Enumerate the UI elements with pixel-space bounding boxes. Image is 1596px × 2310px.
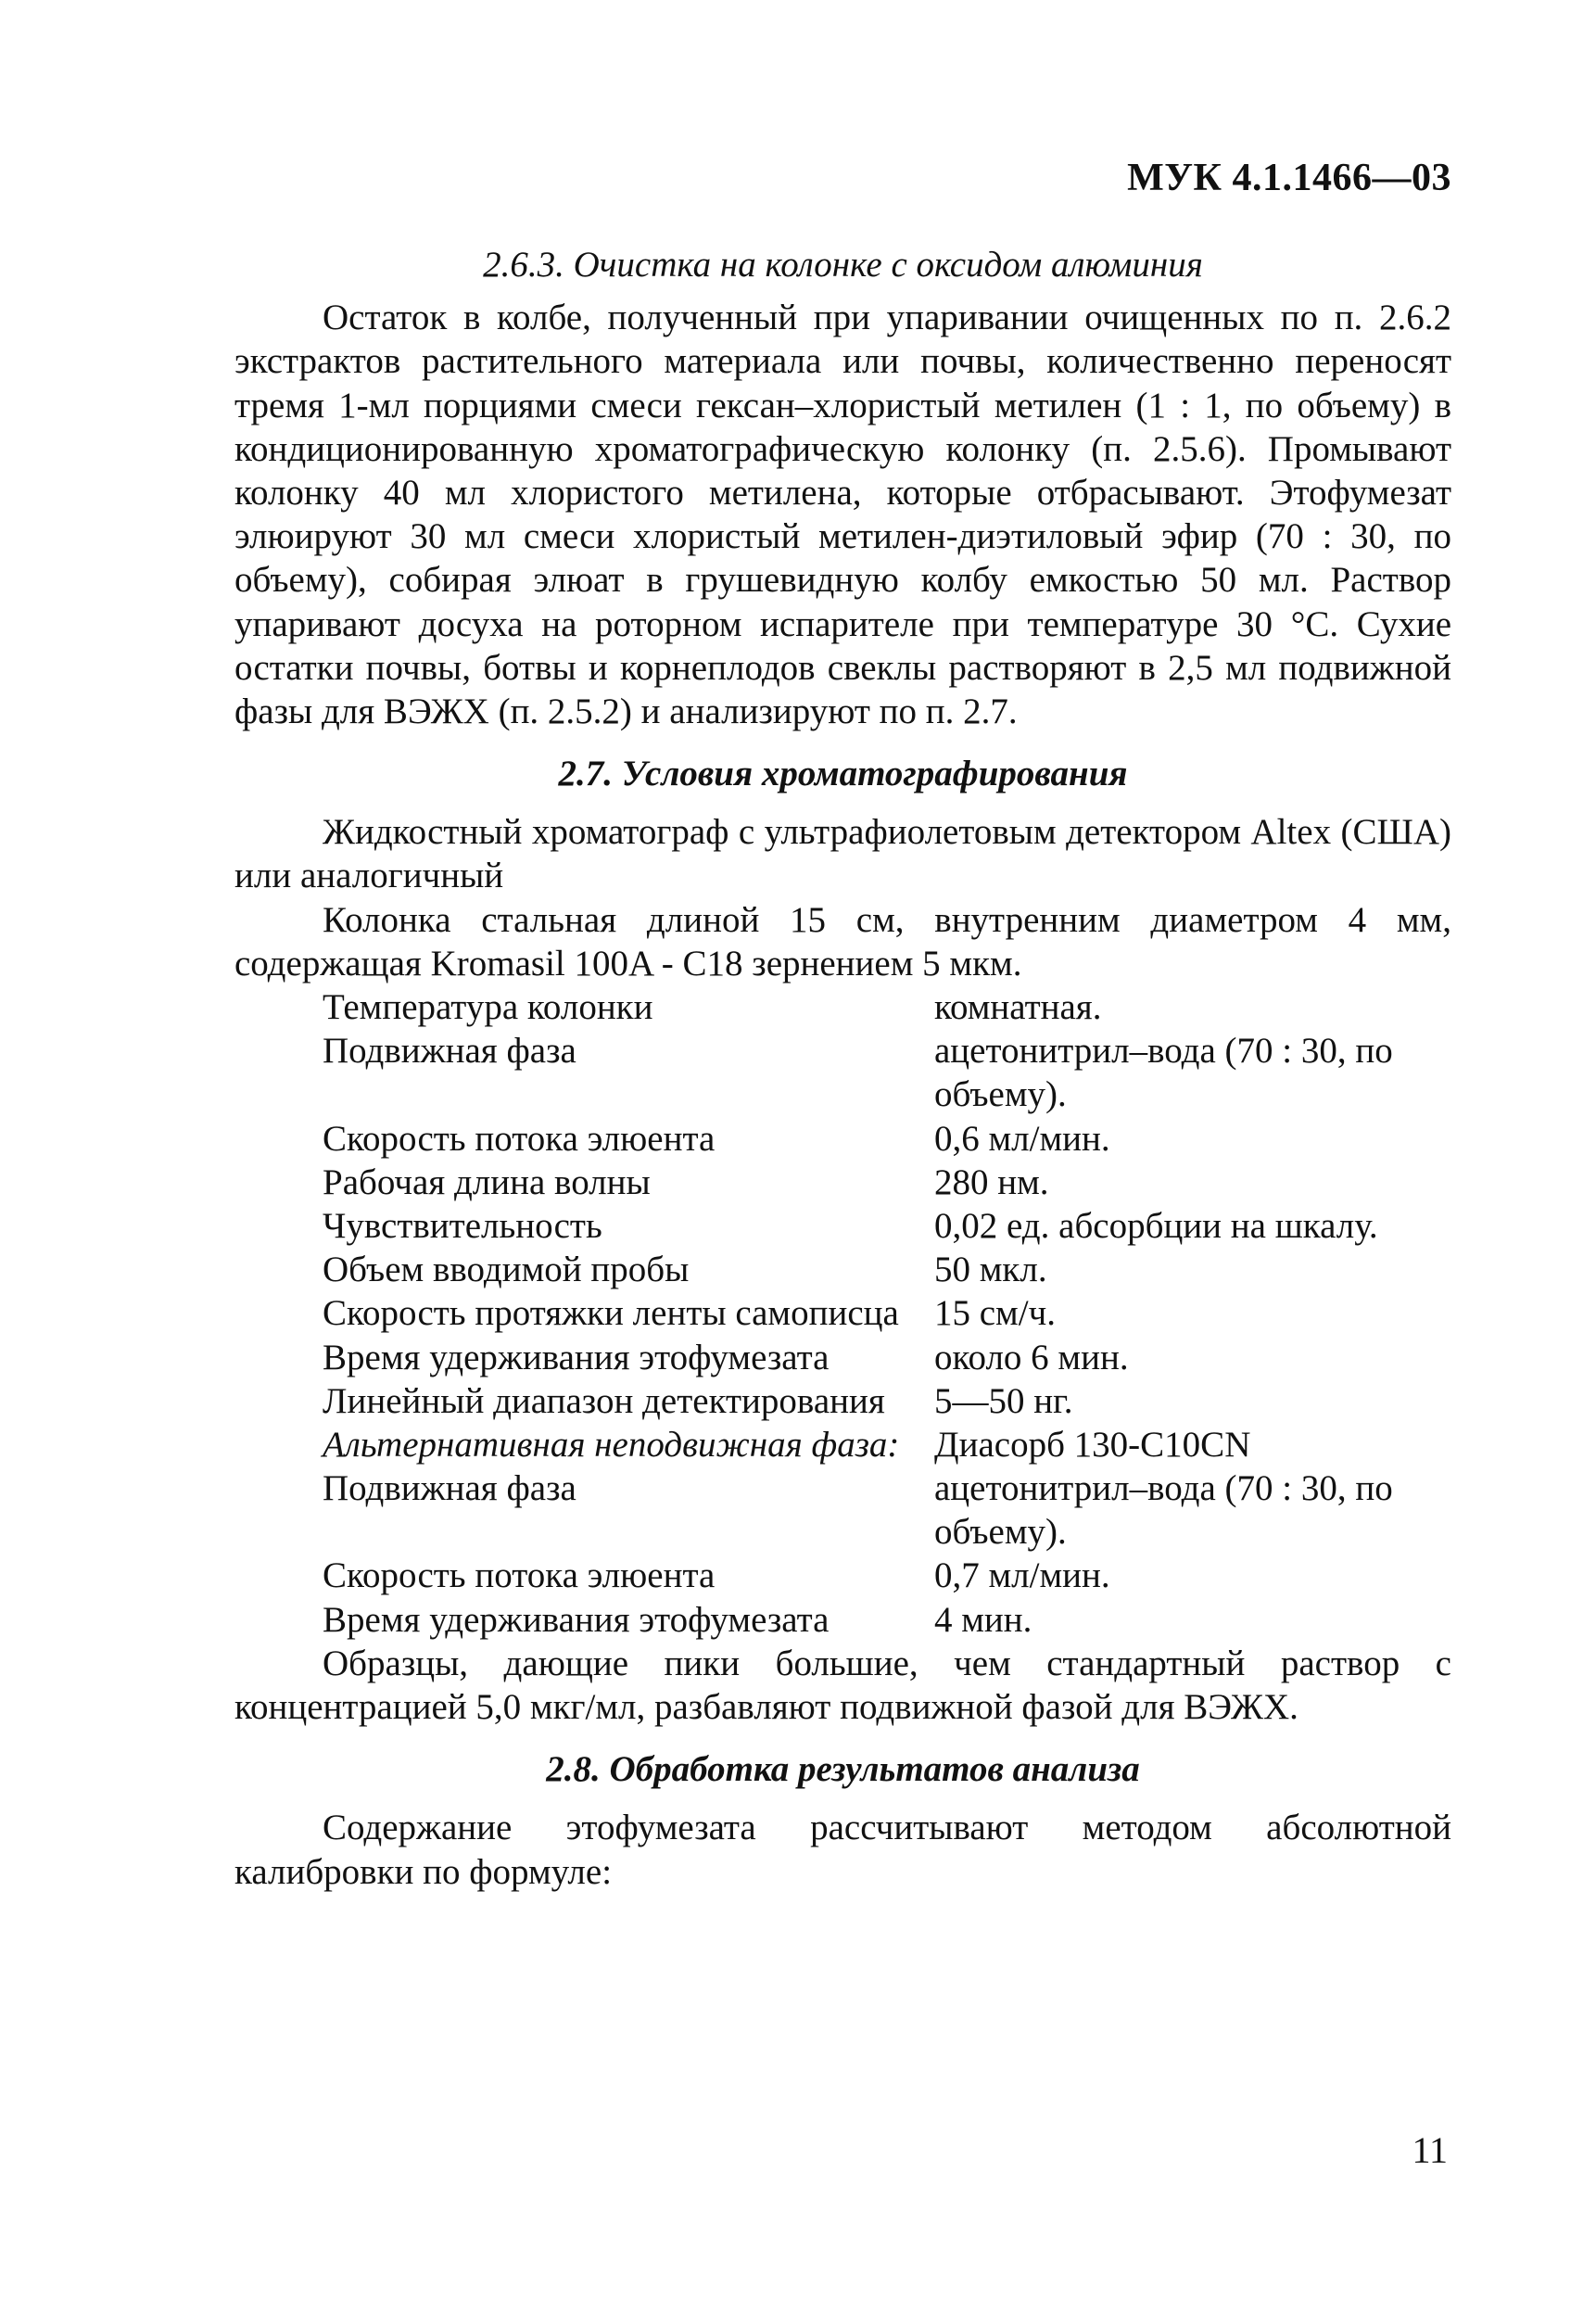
page-number: 11 bbox=[1412, 2129, 1448, 2171]
param-row bbox=[234, 1598, 1451, 1642]
param-row bbox=[234, 1466, 1451, 1554]
section-2-7-paragraph-dilution: Образцы, дающие пики большие, чем стандартный раствор с концентрацией 5,0 мкг/мл, разбавляют подвижной фазой для ВЭЖХ. bbox=[234, 1643, 1451, 1727]
section-2-6-3-title: 2.6.3. Очистка на колонке с оксидом алюминия bbox=[483, 245, 1203, 285]
param-value: Диасорб 130-C10CN bbox=[934, 1424, 1251, 1465]
param-label: Температура колонки bbox=[323, 987, 653, 1027]
param-value: ацетонитрил–вода (70 : 30, по объему). bbox=[934, 1031, 1393, 1115]
param-row bbox=[234, 1248, 1451, 1291]
param-label: Объем вводимой пробы bbox=[323, 1250, 690, 1290]
param-label: Чувствительность bbox=[323, 1205, 602, 1246]
param-value: 5—50 нг. bbox=[934, 1380, 1073, 1421]
param-value: 4 мин. bbox=[934, 1599, 1032, 1640]
param-row bbox=[234, 1423, 1451, 1466]
section-2-8-title: 2.8. Обработка результатов анализа bbox=[546, 1749, 1140, 1790]
param-row bbox=[234, 1291, 1451, 1335]
param-value: комнатная. bbox=[934, 987, 1102, 1027]
param-label: Скорость потока элюента bbox=[323, 1118, 716, 1159]
chromatography-params-table bbox=[234, 985, 1451, 1642]
section-2-8-paragraph: Содержание этофумезата рассчитывают методом абсолютной калибровки по формуле: bbox=[234, 1808, 1451, 1892]
param-value: 0,02 ед. абсорбции на шкалу. bbox=[934, 1205, 1378, 1246]
param-label: Подвижная фаза bbox=[323, 1031, 576, 1072]
param-row bbox=[234, 1336, 1451, 1379]
param-label: Рабочая длина волны bbox=[323, 1161, 651, 1202]
param-label: Линейный диапазон детектирования bbox=[323, 1380, 885, 1421]
param-row bbox=[234, 1554, 1451, 1597]
param-label: Подвижная фаза bbox=[323, 1468, 576, 1509]
param-row bbox=[234, 1204, 1451, 1248]
param-label: Скорость протяжки ленты самописца bbox=[323, 1293, 899, 1334]
param-value: 0,6 мл/мин. bbox=[934, 1118, 1110, 1159]
param-row bbox=[234, 1161, 1451, 1204]
param-label: Скорость потока элюента bbox=[323, 1555, 716, 1596]
param-value: 280 нм. bbox=[934, 1161, 1049, 1202]
section-2-7-paragraph-column: Колонка стальная длиной 15 см, внутренним диаметром 4 мм, содержащая Kromasil 100A - C18 зернением 5 мкм. bbox=[234, 899, 1451, 984]
param-value: 15 см/ч. bbox=[934, 1293, 1056, 1334]
param-value: 50 мкл. bbox=[934, 1250, 1047, 1290]
document-code-header: МУК 4.1.1466—03 bbox=[1127, 157, 1451, 199]
param-label: Время удерживания этофумезата bbox=[323, 1599, 830, 1640]
param-label: Время удерживания этофумезата bbox=[323, 1337, 830, 1377]
param-row bbox=[234, 985, 1451, 1029]
param-label: Альтернативная неподвижная фаза: bbox=[323, 1424, 900, 1465]
page-content bbox=[234, 243, 1451, 1894]
param-row bbox=[234, 1029, 1451, 1116]
section-2-7-paragraph-detector: Жидкостный хроматограф с ультрафиолетовым детектором Altex (США) или аналогичный bbox=[234, 812, 1451, 896]
param-row bbox=[234, 1117, 1451, 1161]
param-value: 0,7 мл/мин. bbox=[934, 1555, 1110, 1596]
param-value: ацетонитрил–вода (70 : 30, по объему). bbox=[934, 1468, 1393, 1553]
param-row bbox=[234, 1379, 1451, 1423]
section-2-6-3-paragraph: Остаток в колбе, полученный при упаривании очищенных по п. 2.6.2 экстрактов растительного материала или почвы, количественно переносят тремя 1-мл порциями смеси гексан–хлористый метилен (1 : 1, по объему) в кондиционированную хроматографическую колонку (п. 2.5.6). Промывают колонку 40 мл хлористого метилена, которые отбрасывают. Этофумезат элюируют 30 мл смеси хлористый метилен-диэтиловый эфир (70 : 30, по объему), собирая элюат в грушевидную колбу емкостью 50 мл. Раствор упаривают досуха на роторном испарителе при температуре 30 °С. Сухие остатки почвы, ботвы и корнеплодов свеклы растворяют в 2,5 мл подвижной фазы для ВЭЖХ (п. 2.5.2) и анализируют по п. 2.7. bbox=[234, 298, 1451, 731]
param-value: около 6 мин. bbox=[934, 1337, 1129, 1377]
section-2-7-title: 2.7. Условия хроматографирования bbox=[558, 754, 1128, 794]
